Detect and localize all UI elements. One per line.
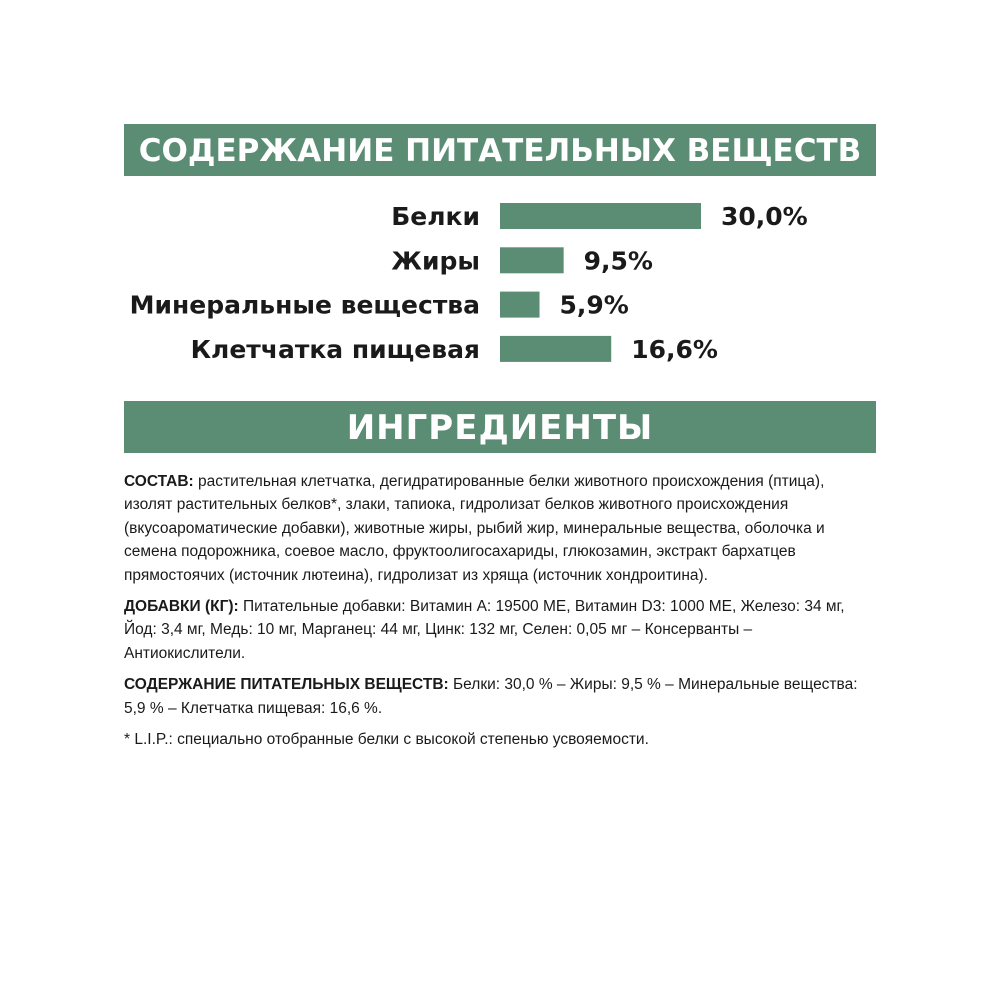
- nutrients-paragraph: [124, 673, 876, 720]
- nutrients-label: СОДЕРЖАНИЕ ПИТАТЕЛЬНЫХ ВЕЩЕСТВ:: [124, 676, 449, 694]
- value-label-0: 30,0%: [721, 202, 808, 231]
- bar-0: [500, 203, 701, 229]
- value-label-2: 5,9%: [559, 290, 629, 320]
- value-label-1: 9,5%: [583, 246, 653, 276]
- additives-text: Питательные добавки: Витамин A: 19500 МЕ, Витамин D3: 1000 МЕ, Железо: 34 мг, Йод: 3,4 мг, Медь: 10 мг, Марганец: 44 мг, Цинк: 132 мг, Селен: 0,05 мг – Консерванты – Антиокислители.: [124, 598, 845, 662]
- category-label-1: Жиры: [391, 246, 480, 276]
- category-label-2: Минеральные вещества: [129, 290, 480, 320]
- bar-2: [500, 292, 540, 318]
- bar-1: [500, 247, 564, 273]
- category-label-0: Белки: [391, 202, 480, 231]
- additives-paragraph: [124, 595, 876, 665]
- composition-label: СОСТАВ:: [124, 473, 194, 490]
- composition-text: растительная клетчатка, дегидратированные белки животного происхождения (птица), изолят растительных белков*, злаки, тапиока, гидролизат белков животного происхождения (вкусоароматические добавки), животные жиры, рыбий жир, минеральные вещества, оболочка и семена подорожника, соевое масло, фруктоолигосахариды, глюкозамин, экстракт бархатцев прямостоячих (источник лютеина), гидролизат из хряща (источник хондроитина).: [124, 473, 825, 584]
- additives-label: ДОБАВКИ (КГ):: [124, 598, 239, 616]
- nutrients-text: Белки: 30,0 % – Жиры: 9,5 % – Минеральные вещества: 5,9 % – Клетчатка пищевая: 16,6 %.: [124, 676, 858, 717]
- footnote: * L.I.P.: специально отобранные белки с высокой степенью усвояемости.: [124, 731, 649, 749]
- bar-3: [500, 336, 611, 362]
- value-label-3: 16,6%: [631, 334, 718, 364]
- nutrients-bar-chart: [0, 0, 1000, 400]
- nutrients-header: СОДЕРЖАНИЕ ПИТАТЕЛЬНЫХ ВЕЩЕСТВ: [124, 124, 876, 176]
- ingredients-header: ИНГРЕДИЕНТЫ: [124, 401, 876, 453]
- composition-paragraph: [124, 470, 876, 587]
- ingredients-block: [124, 470, 876, 759]
- category-label-3: Клетчатка пищевая: [190, 334, 480, 364]
